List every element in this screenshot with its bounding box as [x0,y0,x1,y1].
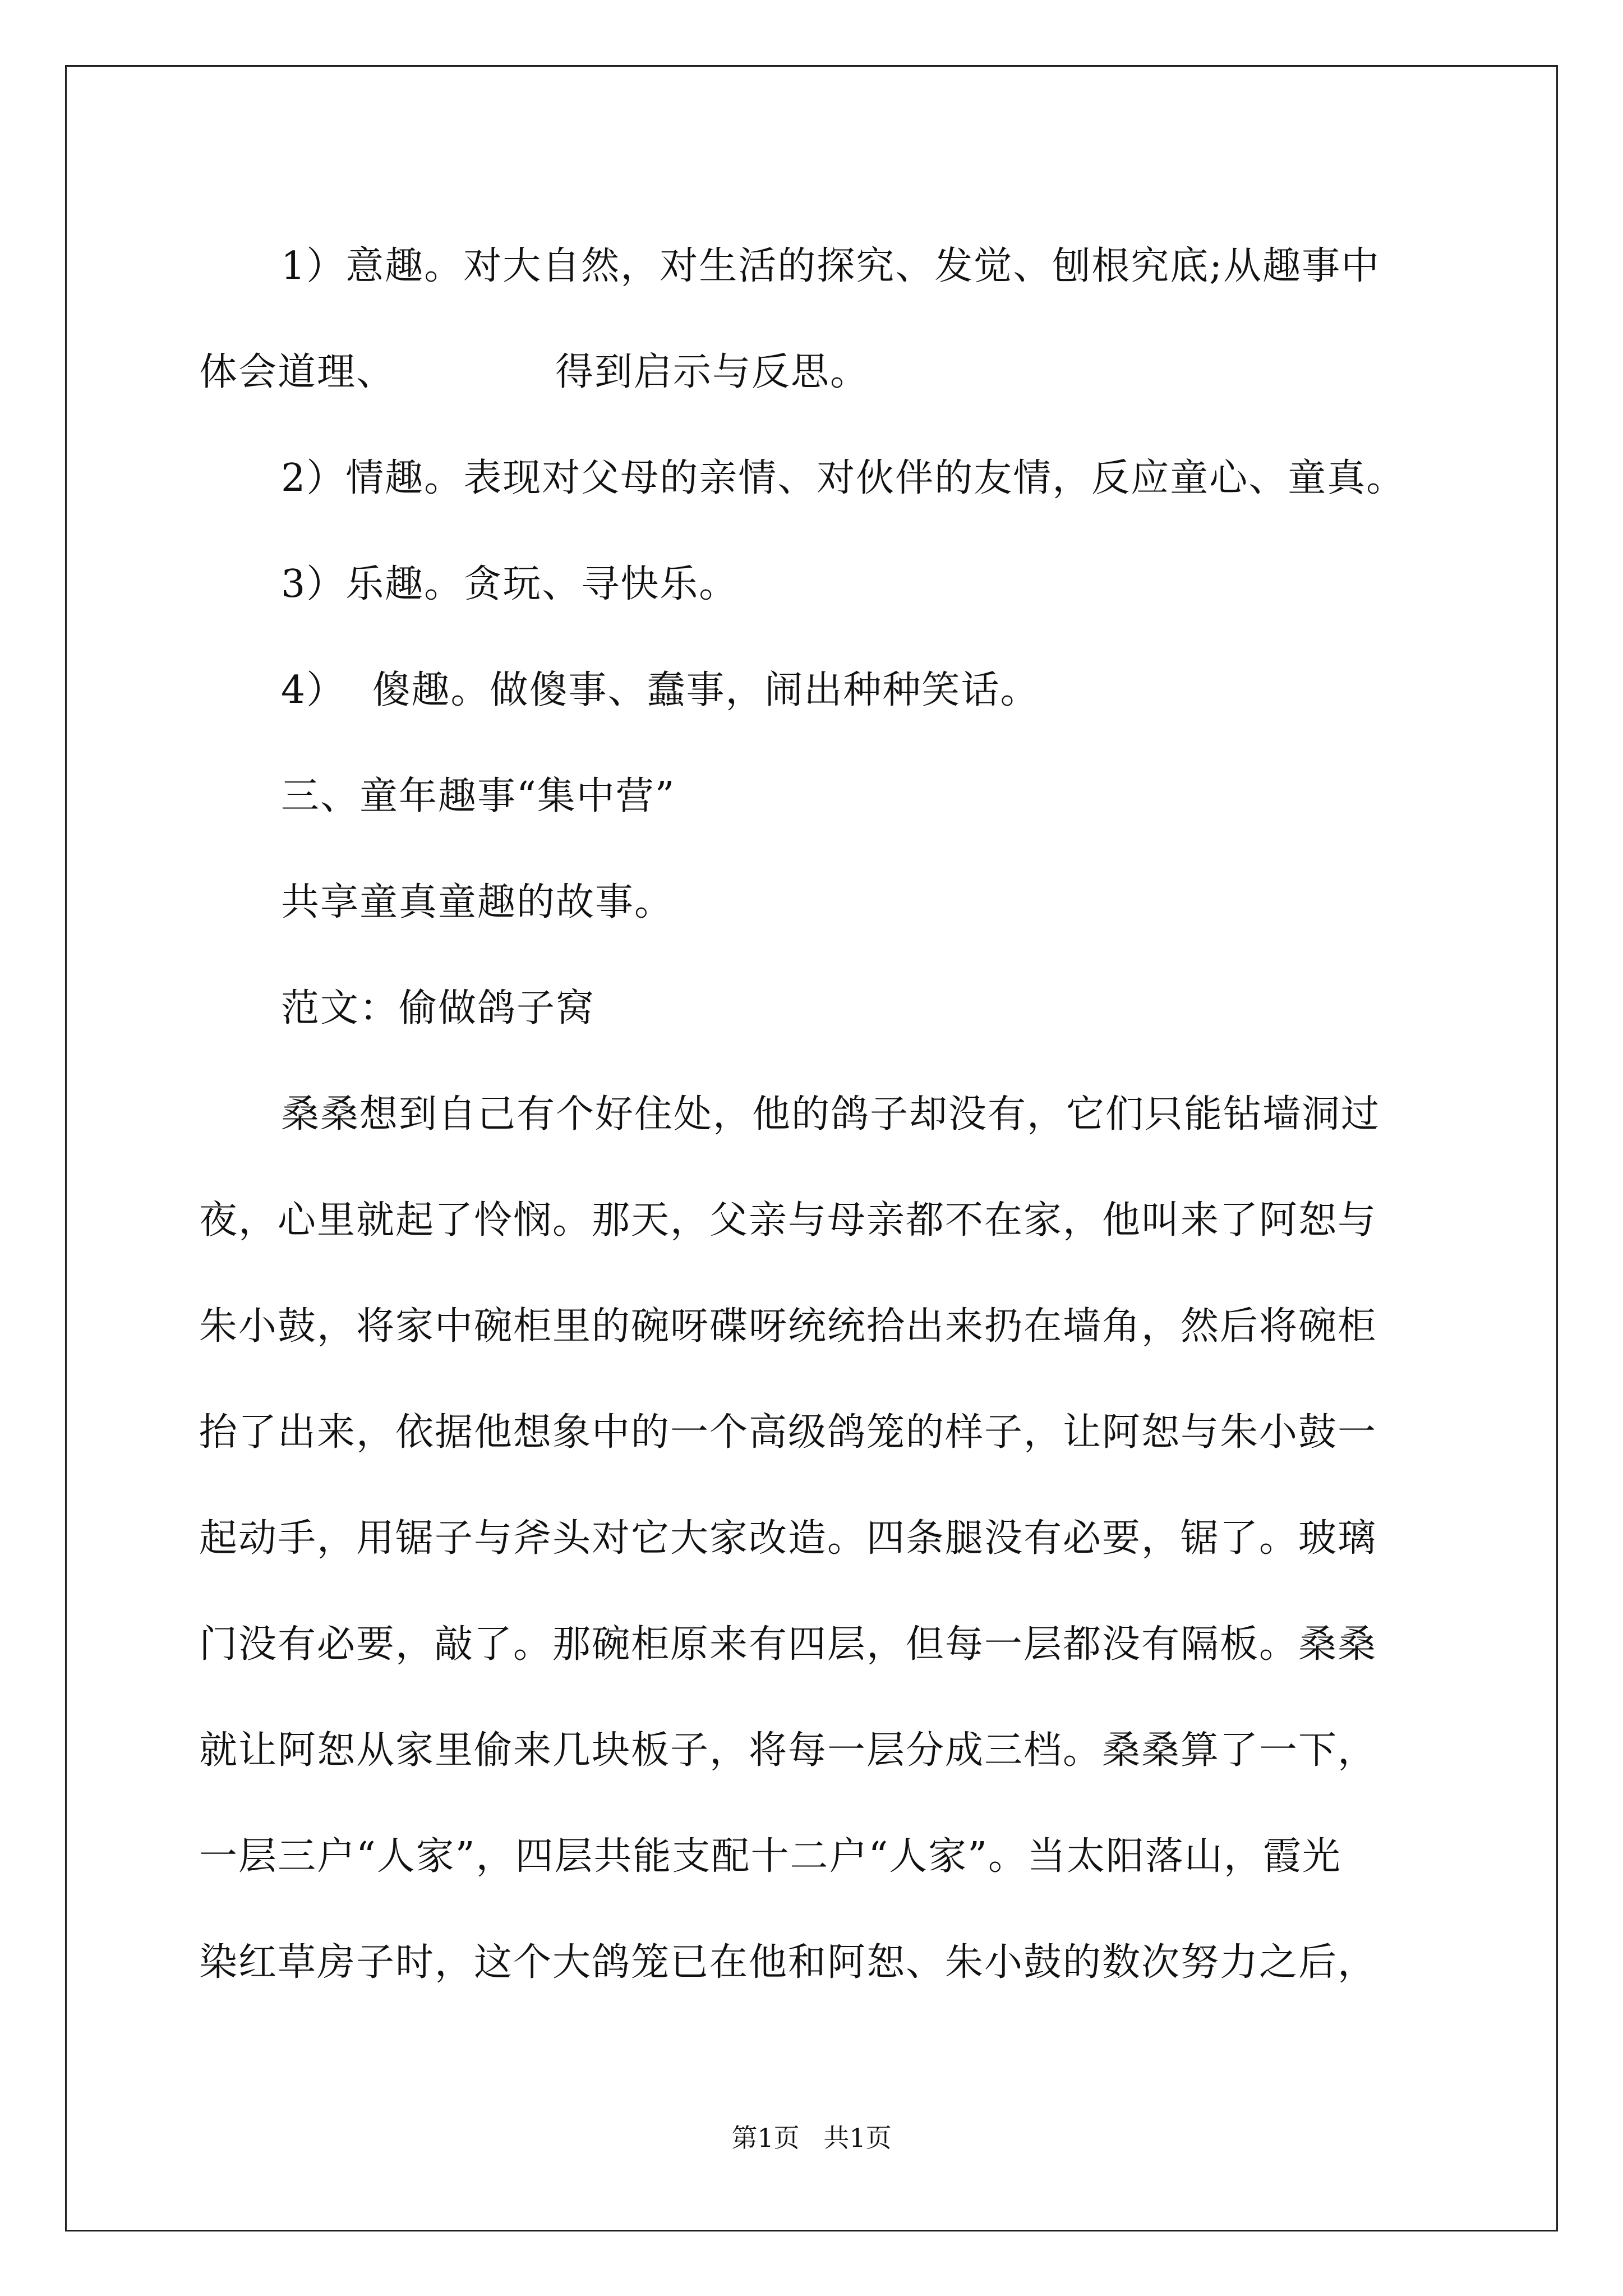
paragraph-line [199,1379,1450,1485]
paragraph-line [199,1061,1450,1167]
page-total: 共1页 [823,2123,892,2153]
page-footer [0,2118,1623,2155]
paragraph-line [199,849,1450,955]
line-text: 共享童真童趣的故事。 [281,880,674,924]
line-text: 夜，心里就起了怜悯。那天，父亲与母亲都不在家，他叫来了阿恕与 [199,1198,1377,1243]
paragraph-line [199,1485,1450,1591]
line-text: 抬了出来，依据他想象中的一个高级鸽笼的样子，让阿恕与朱小鼓一 [199,1410,1377,1455]
line-text: 一层三户“人家”，四层共能支配十二户“人家”。当太阳落山，霞光 [199,1834,1342,1879]
line-text: 染红草房子时，这个大鸽笼已在他和阿恕、朱小鼓的数次努力之后， [199,1940,1377,1985]
paragraph-line [199,319,1450,425]
paragraph-line [199,1803,1450,1910]
paragraph-line [199,213,1450,319]
paragraph-line [199,1697,1450,1803]
line-text: 范文：偷做鸽子窝 [281,986,596,1030]
paragraph-line [199,425,1450,531]
paragraph-line [199,637,1450,743]
line-text: 就让阿恕从家里偷来几块板子，将每一层分成三档。桑桑算了一下， [199,1728,1377,1773]
paragraph-line [199,1591,1450,1697]
line-text: 得到启示与反思。 [555,350,870,394]
paragraph-line [199,531,1450,637]
line-text: 朱小鼓，将家中碗柜里的碗呀碟呀统统拾出来扔在墙角，然后将碗柜 [199,1304,1377,1349]
line-text: 三、童年趣事“集中营” [281,774,676,818]
line-text: 3）乐趣。贪玩、寻快乐。 [281,562,739,606]
document-body [199,213,1450,2016]
line-text: 2）情趣。表现对父母的亲情、对伙伴的友情，反应童心、童真。 [281,456,1406,500]
line-text: 起动手，用锯子与斧头对它大家改造。四条腿没有必要，锯了。玻璃 [199,1516,1377,1561]
line-text: 门没有必要，敲了。那碗柜原来有四层，但每一层都没有隔板。桑桑 [199,1622,1377,1667]
paragraph-line [199,1167,1450,1273]
line-text: 1）意趣。对大自然，对生活的探究、发觉、刨根究底;从趣事中 [281,244,1381,288]
paragraph-line [199,1910,1450,2016]
paragraph-line [199,1273,1450,1379]
line-text: 4） 傻趣。做傻事、蠢事，闹出种种笑话。 [281,668,1040,712]
line-text: 体会道理、 [199,350,396,394]
page-number: 第1页 [731,2123,800,2153]
essay-title [199,955,1450,1061]
line-text: 桑桑想到自己有个好住处，他的鸽子却没有，它们只能钻墙洞过 [281,1092,1381,1137]
section-heading [199,743,1450,849]
